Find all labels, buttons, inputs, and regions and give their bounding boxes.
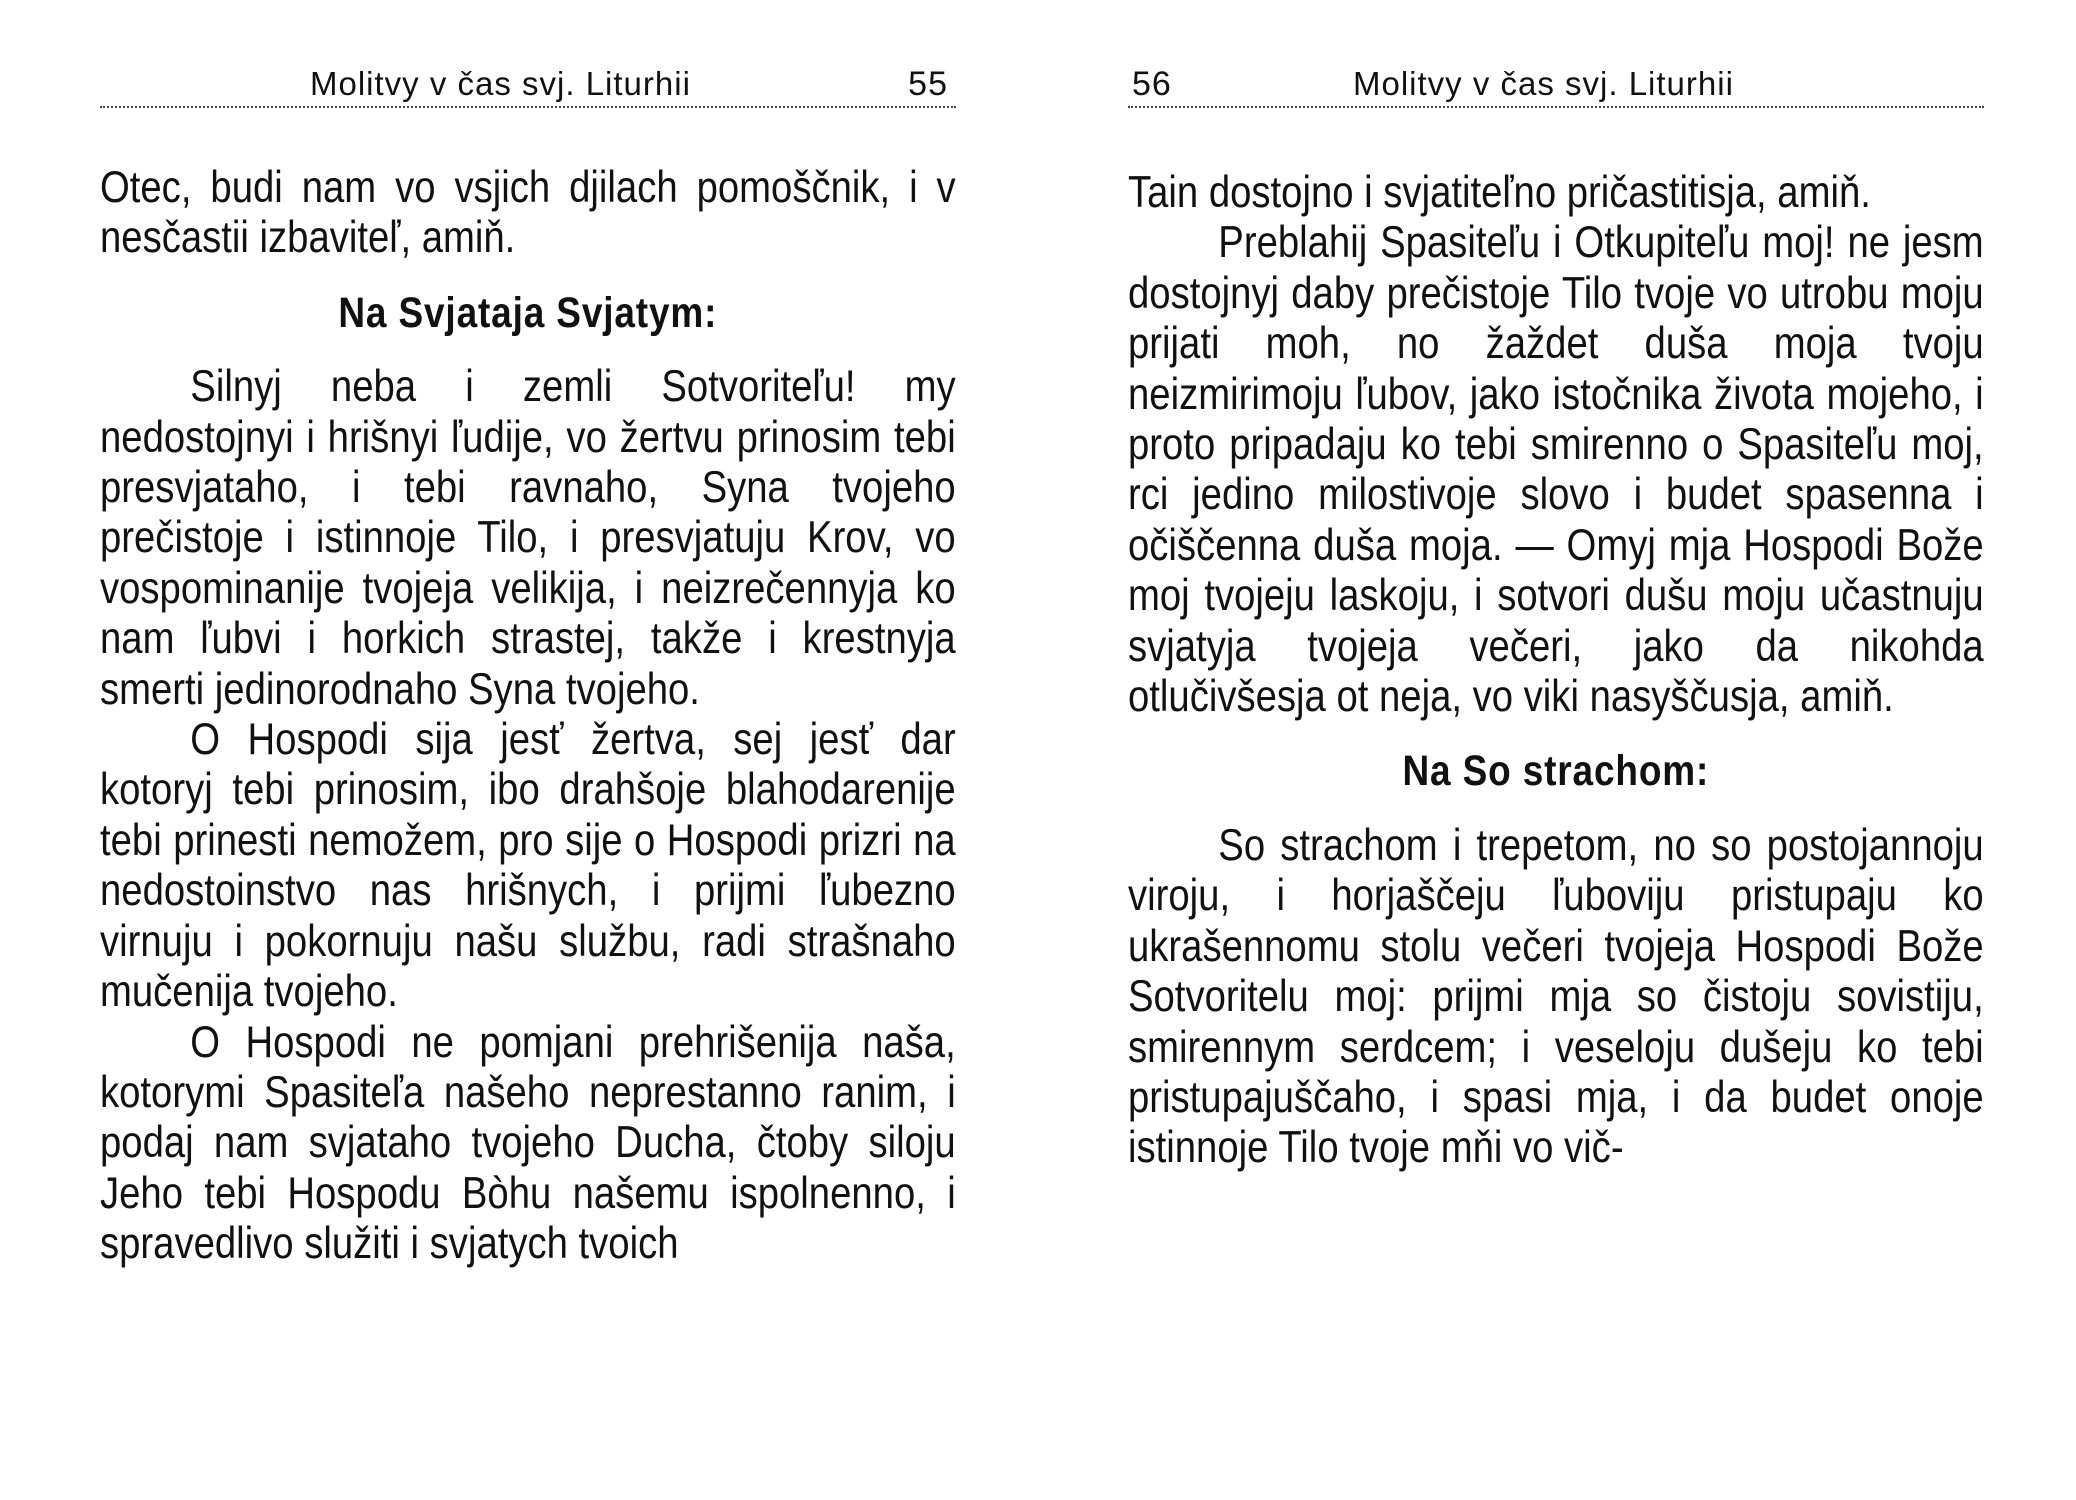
paragraph: O Hospodi ne pomjani prehrišenija naša, kotorymi Spasiteľa našeho neprestanno ranim, i podaj nam svjataho tvojeho Ducha, čtoby siloju Jeho tebi Hospodu Bòhu našemu ispolnenno, i spravedlivo služiti i svjatych tvoich: [100, 1017, 956, 1269]
page-number: 56: [1132, 65, 1172, 103]
page-number: 55: [908, 65, 948, 103]
section-heading: Na So strachom:: [1402, 747, 1710, 796]
paragraph: Tain dostojno i svjatiteľno pričastitisja, amiň.: [1128, 168, 1871, 217]
paragraph: O Hospodi sija jesť žertva, sej jesť dar kotoryj tebi prinosim, ibo drahšoje blahodarenije tebi prinesti nemožem, pro sije o Hospodi prizri na nedostoinstvo nas hrišnych, i prijmi ľubezno virnuju i pokornuju našu službu, radi strašnaho mučenija tvojeho.: [100, 715, 956, 1017]
running-head-left: [100, 62, 956, 108]
paragraph: Otec, budi nam vo vsjich djilach pomoščnik, i v nesčastii izbaviteľ, amiň.: [100, 163, 956, 263]
left-page-text: [100, 163, 956, 1270]
running-head-title: Molitvy v čas svj. Liturhii: [310, 65, 691, 102]
paragraph: So strachom i trepetom, no so postojannoju viroju, i horjaščeju ľuboviju pristupaju ko ukrašennomu stolu večeri tvojeja Hospodi Bože Sotvoritelu moj: prijmi mja so čistoju sovistiju, smirennym serdcem; i veseloju dušeju ko tebi pristupajuščaho, i spasi mja, i da budet onoje istinnoje Tilo tvoje mňi vo vič-: [1128, 820, 1984, 1173]
paragraph: Silnyj neba i zemli Sotvoriteľu! my nedostojnyi i hrišnyi ľudije, vo žertvu prinosim tebi presvjataho, i tebi ravnaho, Syna tvojeho prečistoje i istinnoje Tilo, i presvjatuju Krov, vo vospominanije tvojeja velikija, i neizrečennyja ko nam ľubvi i horkich strastej, takže i krestnyja smerti jedinorodnaho Syna tvojeho.: [100, 362, 956, 714]
running-head-right: [1128, 62, 1984, 108]
section-heading: Na Svjataja Svjatym:: [338, 288, 718, 337]
right-page-text: [1128, 168, 1984, 1174]
paragraph: Preblahij Spasiteľu i Otkupiteľu moj! ne jesm dostojnyj daby prečistoje Tilo tvoje vo utrobu moju prijati moh, no žaždet duša moja tvoju neizmirimoju ľubov, jako istočnika života mojeho, i proto pripadaju ko tebi smirenno o Spasiteľu moj, rci jedino milostivoje slovo i budet spasenna i očiščenna duša moja. — Omyj mja Hospodi Bože moj tvojeju laskoju, i sotvori dušu moju učastnuju svjatyja tvojeja večeri, jako da nikohda otlučivšesja ot neja, vo viki nasyščusja, amiň.: [1128, 218, 1984, 722]
running-head-title: Molitvy v čas svj. Liturhii: [1353, 65, 1734, 102]
